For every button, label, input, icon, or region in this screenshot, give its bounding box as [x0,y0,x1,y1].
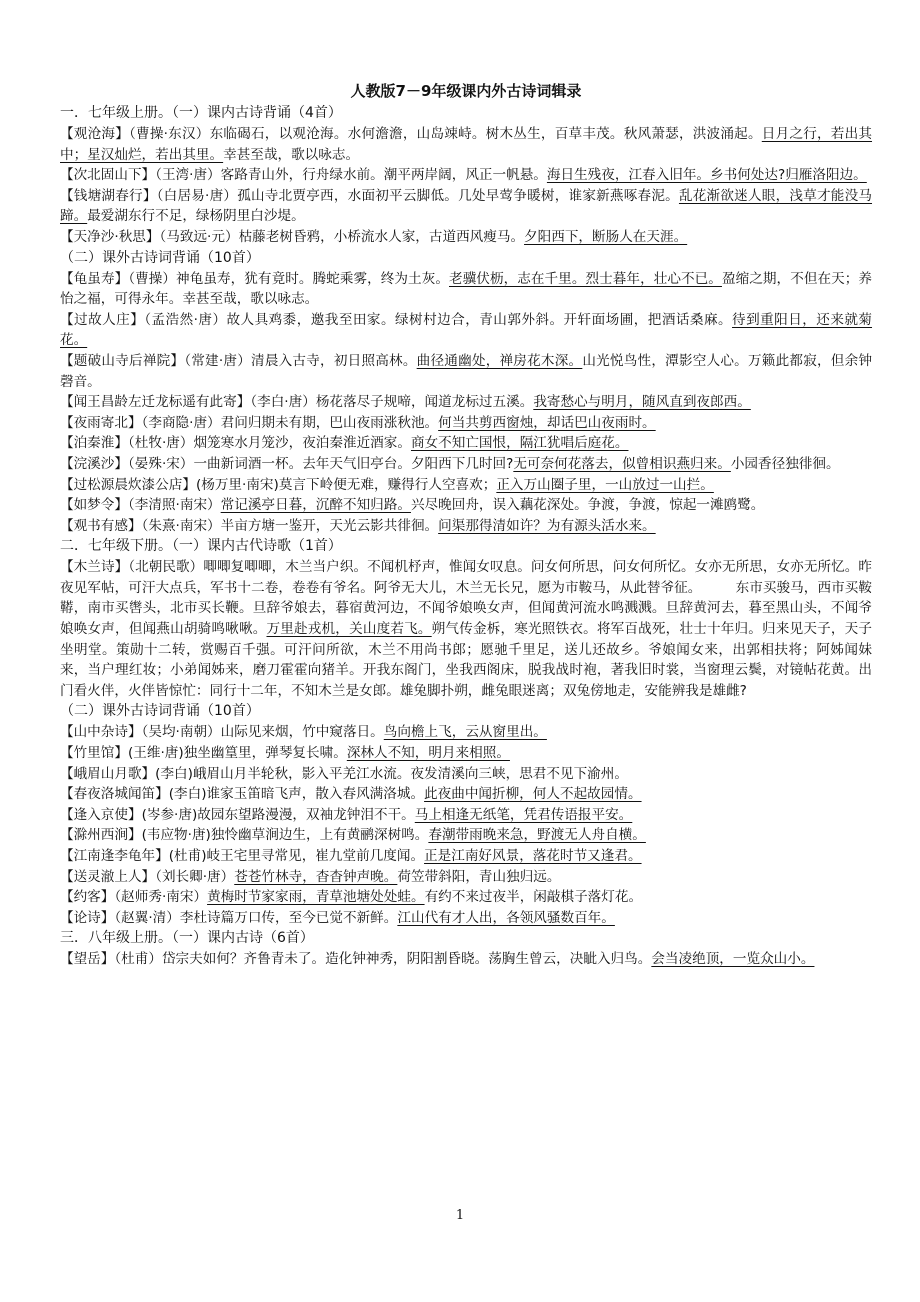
poem-author: （孟浩然·唐） [144,311,227,328]
poem-entry [60,825,872,846]
poem-entry [60,784,872,805]
verse-text: 烟笼寒水月笼沙，夜泊秦淮近酒家。 [193,435,411,452]
document-page [60,80,872,970]
verse-text: 山际见来烟，竹中窥落日。 [220,724,384,741]
underlined-verse: 江山代有才人出，各领风骚数百年。 [397,909,615,926]
verse-text: 故园东望路漫漫，双袖龙钟泪不干。 [197,806,415,823]
poem-entry [60,743,872,764]
verse-text: 李杜诗篇万口传，至今已觉不新鲜。 [179,909,398,926]
section-heading: （二）课外古诗词背诵（10首） [60,703,260,720]
poem-entry [60,269,872,310]
underlined-verse: 海日生残夜，江春入旧年。 [546,167,711,184]
poem-entry [60,186,872,227]
poem-author: （李商隐·唐） [141,414,221,431]
verse-text: 莫言下岭便无难，赚得行人空喜欢； [278,476,497,493]
verse-text: 谁家玉笛暗飞声，散入春风满洛城。 [206,786,425,803]
underlined-verse: 夕阳西下，断肠人在天涯。 [524,228,688,245]
poem-author: （马致远·元） [159,228,239,245]
poem-title: 【次北固山下】 [60,167,156,184]
verse-text: 神龟虽寿，犹有竟时。腾蛇乘雾，终为土灰。 [176,270,449,287]
verse-text: 客路青山外，行舟绿水前。潮平两岸阔，风正一帆悬。 [220,167,547,184]
verse-text: 独坐幽篁里，弹琴复长啸。 [183,745,347,762]
poem-author: （刘长卿·唐） [155,868,235,885]
verse-text: 兴尽晚回舟，误入藕花深处。争渡，争渡，惊起一滩鸥鹭。 [410,497,765,514]
verse-text: 清晨入古寺，初日照高林。 [251,352,417,369]
poem-author: (杨万里·南宋) [195,476,279,493]
poem-title: 【江南逢李龟年】 [60,848,169,864]
underlined-verse: 万里赴戎机，关山度若飞。 [266,621,432,638]
underlined-verse: 我寄愁心与明月，随风直到夜郎西。 [533,394,751,411]
section-heading: 一．七年级上册。（一）课内古诗背诵（4首） [60,105,342,121]
poem-title: 【如梦令】 [60,497,128,514]
poem-author: (杜甫) [168,848,207,864]
underlined-verse: 马上相逢无纸笔，凭君传语报平安。 [414,806,633,823]
verse-text: 东临碣石，以观沧海。水何澹澹，山岛竦峙。树木丛生，百草丰茂。秋风萧瑟，洪波涌起。 [209,126,762,142]
poem-author: （杜甫） [114,951,162,968]
poem-entry [60,351,872,392]
poem-entry [60,908,872,929]
section-heading: 三．八年级上册。（一）课内古诗（6首） [60,930,314,947]
underlined-verse: 正是江南好风景，落花时节又逢君。 [424,848,642,864]
poem-entry [60,887,872,908]
verse-text: 有约不来过夜半，闲敲棋子落灯花。 [424,889,643,906]
poem-author: （曹操·东汉） [129,126,210,142]
poem-entry [60,475,872,496]
poem-title: 【过松源晨炊漆公店】 [60,476,196,493]
poem-entry [60,310,872,351]
poem-author: (李白) [155,765,193,782]
poem-author: (王维·唐) [127,745,184,762]
verse-text: 一曲新词酒一杯。去年天气旧亭台。夕阳西下几时回? [193,455,514,472]
poem-title: 【送灵澈上人】 [60,868,156,885]
underlined-verse: 曲径通幽处，禅房花木深。 [416,352,583,369]
poem-author: （王湾·唐） [155,167,221,184]
poem-title: 【过故人庄】 [60,311,145,328]
verse-text: 荷笠带斜阳，青山独归远。 [397,868,561,885]
verse-text: 小园香径独徘徊。 [730,455,840,472]
poem-entry [60,433,872,454]
verse-text: 故人具鸡黍，邀我至田家。绿树村边合，青山郭外斜。开轩面场圃，把酒话桑麻。 [226,311,733,328]
poem-entry [60,413,872,434]
poem-title: 【木兰诗】 [60,559,129,576]
verse-text: 盈缩之期，不但在天；养怡之福，可得永年。幸甚至哉，歌以咏志。 [60,270,873,308]
poem-entry [60,392,872,413]
poem-list [60,103,872,970]
poem-title: 【观沧海】 [60,126,130,142]
verse-text: 独怜幽草涧边生，上有黄鹂深树鸣。 [210,827,429,844]
poem-title: 【观书有感】 [60,517,142,534]
poem-author: （北朝民歌） [128,559,204,576]
underlined-verse: 正入万山圈子里，一山放过一山拦。 [496,476,714,493]
poem-author: （吴均·南朝） [141,724,221,741]
poem-title: 【滁州西涧】 [60,827,142,844]
poem-author: （杜牧·唐） [127,435,194,452]
verse-text: 岱宗夫如何？齐鲁青未了。造化钟神秀，阴阳割昏晓。荡胸生曾云，决眦入归鸟。 [161,951,652,968]
poem-title: 【题破山寺后禅院】 [60,352,185,369]
poem-entry [60,227,872,248]
poem-title: 【望岳】 [60,951,115,968]
poem-entry [60,516,872,537]
poem-author: （朱熹·南宋） [141,517,221,534]
underlined-verse: 乡书何处达?归雁洛阳边。 [710,167,867,184]
poem-title: 【春夜洛城闻笛】 [60,786,169,803]
poem-author: (岑参·唐) [141,806,198,823]
poem-entry [60,846,872,867]
section-heading: （二）课外古诗词背诵（10首） [60,249,260,266]
underlined-verse: 会当凌绝顶，一览众山小。 [651,951,815,968]
poem-title: 【钱塘湖春行】 [60,187,157,204]
underlined-verse: 深林人不知，明月来相照。 [346,745,510,762]
poem-entry [60,867,872,888]
poem-title: 【夜雨寄北】 [60,414,142,431]
poem-entry [60,124,872,165]
poem-author: （常建·唐） [184,352,252,369]
underlined-verse: 问渠那得清如许？为有源头活水来。 [438,517,656,534]
underlined-verse: 无可奈何花落去，似曾相识燕归来。 [513,455,731,472]
underlined-verse: 待到重阳日，还来就菊花。 [60,311,873,349]
poem-title: 【论诗】 [60,909,115,926]
poem-entry [60,454,872,475]
poem-entry [60,165,872,186]
poem-entry [60,557,872,701]
underlined-verse: 黄梅时节家家雨，青草池塘处处蛙。 [207,889,425,906]
poem-entry [60,764,872,785]
poem-author: （李清照·南宋） [127,497,221,514]
poem-entry [60,949,872,970]
verse-text: 朔气传金柝，寒光照铁衣。将军百战死，壮士十年归。归来见天子，天子坐明堂。策勋十二转，赏赐百千强。可汗问所欲，木兰不用尚书郎；愿驰千里足，送儿还故乡。爷娘闻女来，出郭相扶将；阿姊闻妹来，当户理红妆；小弟闻姊来，磨刀霍霍向猪羊。开我东阁门，坐我西阁床，脱我战时袍，著我旧时裳，当窗理云鬓，对镜帖花黄。出门看火伴，火伴皆惊忙：同行十二年，不知木兰是女郎。雄兔脚扑朔，雌兔眼迷离；双兔傍地走，安能辨我是雄雌? [60,621,872,699]
poem-title: 【龟虽寿】 [60,270,129,287]
poem-title: 【天净沙·秋思】 [60,228,160,245]
underlined-verse: 商女不知亡国恨，隔江犹唱后庭花。 [410,435,629,452]
poem-author: （李白·唐） [250,394,316,411]
poem-author: （曹操） [128,270,177,287]
poem-title: 【浣溪沙】 [60,455,128,472]
poem-title: 【峨眉山月歌】 [60,765,156,782]
document-title: 人教版7－9年级课内外古诗词辑录 [350,82,582,100]
underlined-verse: 苍苍竹林寺，杳杳钟声晚。 [234,868,398,885]
underlined-verse: 老骥伏枥，志在千里。烈士暮年，壮心不已。 [449,270,722,287]
poem-author: （赵师秀·南宋） [114,889,208,906]
verse-text: 孤山寺北贾亭西，水面初平云脚低。几处早莺争暖树，谁家新燕啄春泥。 [237,187,679,204]
page-number: 1 [455,1208,465,1223]
verse-text: 杨花落尽子规啼，闻道龙标过五溪。 [315,394,534,411]
poem-entry [60,495,872,516]
poem-author: (韦应物·唐) [141,827,211,844]
underlined-verse: 何当共剪西窗烛，却话巴山夜雨时。 [438,414,656,431]
underlined-verse: 此夜曲中闻折柳，何人不起故园情。 [424,786,642,803]
poem-title: 【竹里馆】 [60,745,128,762]
verse-text: 幸甚至哉，歌以咏志。 [223,146,360,163]
verse-text: 唧唧复唧唧，木兰当户织。不闻机杼声，惟闻女叹息。问女何所思，问女何所忆。女亦无所思，女亦无所忆。昨夜见军帖，可汗大点兵，军书十二卷，卷卷有爷名。阿爷无大儿，木兰无长兄，愿为市鞍马，从此替爷征。 东市买骏马，西市买鞍鞯，南市买辔头，北市买长鞭。旦辞爷娘去，暮宿黄河边，不闻爷娘唤女声，但闻黄河流水鸣溅溅。旦辞黄河去，暮至黑山头，不闻爷娘唤女声，但闻燕山胡骑鸣啾啾。 [60,559,873,638]
poem-author: （赵翼·清） [114,909,180,926]
poem-title: 【闻王昌龄左迁龙标遥有此寄】 [60,394,251,411]
verse-text: 枯藤老树昏鸦，小桥流水人家，古道西风瘦马。 [238,228,525,245]
poem-title: 【山中杂诗】 [60,724,142,741]
verse-text: 山光悦鸟性，潭影空人心。万籁此都寂，但余钟磬音。 [60,352,873,390]
underlined-verse: 常记溪亭日暮，沉醉不知归路。 [220,497,411,514]
poem-author: (李白) [168,786,207,803]
underlined-verse: 日月之行，若出其中；星汉灿烂，若出其里。 [60,126,873,163]
poem-title: 【泊秦淮】 [60,435,128,452]
section-heading: 二．七年级下册。（一）课内古代诗歌（1首） [60,538,342,555]
underlined-verse: 鸟向檐上飞，云从窗里出。 [383,724,547,741]
poem-entry [60,722,872,743]
verse-text: 岐王宅里寻常见，崔九堂前几度闻。 [206,848,425,864]
poem-entry [60,805,872,826]
poem-title: 【约客】 [60,889,115,906]
poem-author: （晏殊·宋） [127,455,194,472]
underlined-verse: 乱花渐欲迷人眼，浅草才能没马蹄。 [60,187,873,225]
verse-text: 峨眉山月半轮秋，影入平羌江水流。夜发清溪向三峡，思君不见下渝州。 [192,765,628,782]
poem-title: 【逢入京使】 [60,806,142,823]
verse-text: 君问归期未有期，巴山夜雨涨秋池。 [220,414,439,431]
underlined-verse: 春潮带雨晚来急，野渡无人舟自横。 [428,827,646,844]
poem-author: （白居易·唐） [156,187,238,204]
verse-text: 最爱湖东行不足，绿杨阴里白沙堤。 [87,208,305,225]
verse-text: 半亩方塘一鉴开，天光云影共徘徊。 [220,517,439,534]
